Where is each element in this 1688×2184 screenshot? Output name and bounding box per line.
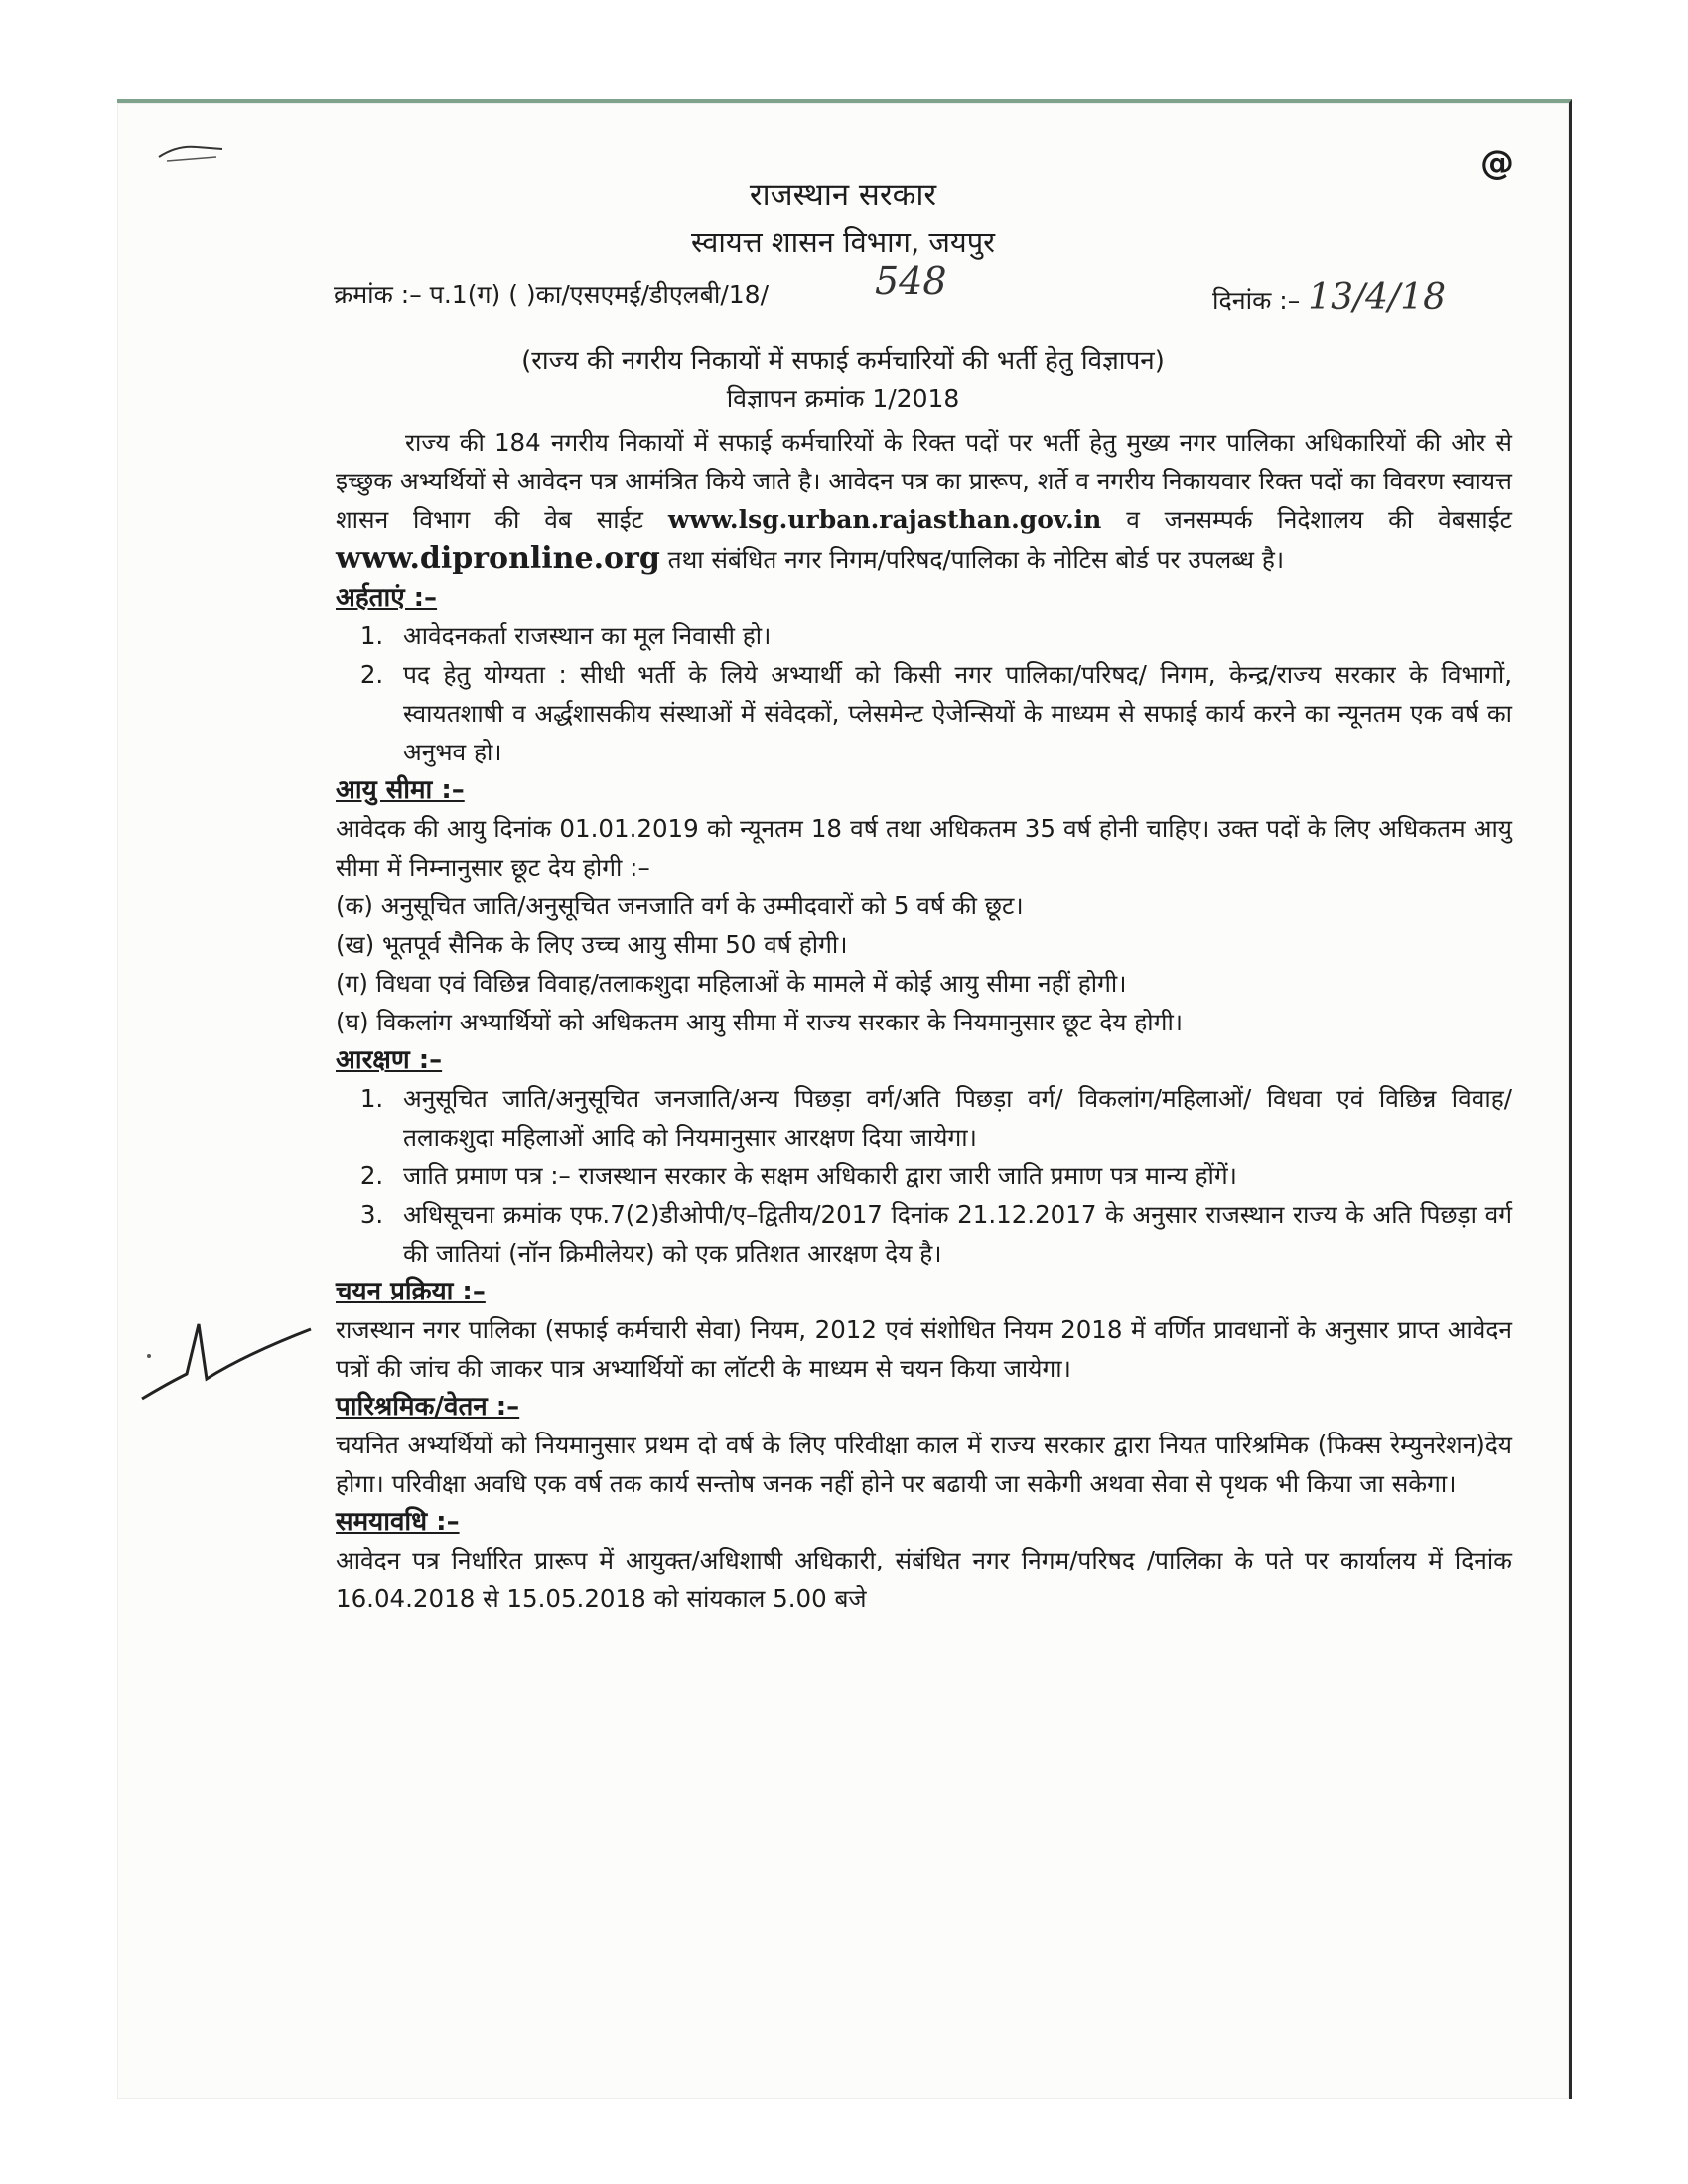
age-limit-heading: आयु सीमा :– [336,775,465,805]
department-name: स्वायत्त शासन विभाग, जयपुर [690,225,996,259]
relaxation-item: (क) अनुसूचित जाति/अनुसूचित जनजाति वर्ग के उम्मीदवारों को 5 वर्ष की छूट। [336,891,1024,920]
handwritten-signature [137,1304,316,1414]
list-item: 2. पद हेतु योग्यता : सीधी भर्ती के लिये अभ्यार्थी को किसी नगर पालिका/परिषद/ निगम, केन्द्र/राज्य सरकार के विभागों, स्वायतशाषी व अर्द्धशासकीय संस्थाओं में संवेदकों, प्लेसमेन्ट ऐजेन्सियों के माध्यम से सफाई कार्य करने का न्यूनतम एक वर्ष का अनुभव हो। [391,655,1512,771]
document-page [117,99,1572,2099]
handwritten-mark [157,135,226,165]
list-item: 1. अनुसूचित जाति/अनुसूचित जनजाति/अन्य पिछड़ा वर्ग/अति पिछड़ा वर्ग/ विकलांग/महिलाओं/ विधवा एवं विछिन्न विवाह/तलाकशुदा महिलाओं आदि को नियमानुसार आरक्षण दिया जायेगा। [391,1079,1512,1157]
selection-text: राजस्थान नगर पालिका (सफाई कर्मचारी सेवा) नियम, 2012 एवं संशोधित नियम 2018 में वर्णित प्रावधानों के अनुसार प्राप्त आवेदन पत्रों की जांच की जाकर पात्र अभ्यार्थियों का लॉटरी के माध्यम से चयन किया जायेगा। [336,1315,1512,1383]
list-item: 2. जाति प्रमाण पत्र :– राजस्थान सरकार के सक्षम अधिकारी द्वारा जारी जाति प्रमाण पत्र मान्य होंगें। [391,1157,1512,1195]
age-limit-text: आवेदक की आयु दिनांक 01.01.2019 को न्यूनतम 18 वर्ष तथा अधिकतम 35 वर्ष होनी चाहिए। उक्त पदों के लिए अधिकतम आयु सीमा में निम्नानुसार छूट देय होगी :– [336,814,1512,882]
advertisement-number: विज्ञापन क्रमांक 1/2018 [726,384,960,413]
salary-text: चयनित अभ्यर्थियों को नियमानुसार प्रथम दो वर्ष के लिए परिवीक्षा काल में राज्य सरकार द्वारा नियत पारिश्रमिक (फिक्स रेम्युनरेशन)देय होगा। परिवीक्षा अवधि एक वर्ष तक कार्य सन्तोष जनक नहीं होने पर बढायी जा सकेगी अथवा सेवा से पृथक भी किया जा सकेगा। [336,1431,1512,1498]
selection-heading: चयन प्रक्रिया :– [336,1277,486,1306]
relaxation-item: (ख) भूतपूर्व सैनिक के लिए उच्च आयु सीमा 50 वर्ष होगी। [336,930,848,959]
handwritten-date: 13/4/18 [1308,277,1446,318]
deadline-text: आवेदन पत्र निर्धारित प्रारूप में आयुक्त/अधिशाषी अधिकारी, संबंधित नगर निगम/परिषद /पालिका के पते पर कार्यालय में दिनांक 16.04.2018 से 15.05.2018 को सांयकाल 5.00 बजे [336,1546,1512,1613]
date-label: दिनांक :– [1212,286,1301,315]
dipr-website-link[interactable]: www.dipronline.org [336,541,660,576]
lsg-website-link[interactable]: www.lsg.urban.rajasthan.gov.in [667,505,1102,534]
intro-text-2: व जनसम्पर्क निदेशालय की वेबसाईट [1126,505,1512,534]
reservation-list [336,1079,1512,1273]
corner-mark: @ [1480,143,1514,183]
list-item: 1. आवेदनकर्ता राजस्थान का मूल निवासी हो। [391,616,1512,655]
intro-text-3: तथा संबंधित नगर निगम/परिषद/पालिका के नोटिस बोर्ड पर उपलब्ध है। [667,545,1285,574]
reservation-heading: आरक्षण :– [336,1045,443,1075]
list-item: 3. अधिसूचना क्रमांक एफ.7(2)डीओपी/ए–द्वितीय/2017 दिनांक 21.12.2017 के अनुसार राजस्थान राज्य के अति पिछड़ा वर्ग की जातियां (नॉन क्रिमीलेयर) को एक प्रतिशत आरक्षण देय है। [391,1195,1512,1273]
government-name: राजस्थान सरकार [749,177,937,212]
relaxation-item: (घ) विकलांग अभ्यार्थियों को अधिकतम आयु सीमा में राज्य सरकार के नियमानुसार छूट देय होगी। [336,1008,1184,1036]
reference-number: क्रमांक :– प.1(ग) ( )का/एसएमई/डीएलबी/18/ [334,280,770,309]
deadline-heading: समयावधि :– [336,1507,460,1537]
intro-paragraph [336,423,1512,579]
intro-text-1: राज्य की 184 नगरीय निकायों में सफाई कर्मचारियों के रिक्त पदों पर भर्ती हेतु मुख्य नगर पालिका अधिकारियों की ओर से इच्छुक अभ्यर्थियों से आवेदन पत्र आमंत्रित किये जाते है। आवेदन पत्र का प्रारूप, शर्ते व नगरीय निकायवार रिक्त पदों का विवरण स्वायत्त शासन विभाग की वेब साईट [336,428,1512,534]
advertisement-title: (राज्य की नगरीय निकायों में सफाई कर्मचारियों की भर्ती हेतु विज्ञापन) [521,346,1165,376]
reference-date [1212,277,1446,318]
eligibility-heading: अर्हताएं :– [336,583,438,613]
document-body [336,423,1512,1618]
relaxation-item: (ग) विधवा एवं विछिन्न विवाह/तलाकशुदा महिलाओं के मामले में कोई आयु सीमा नहीं होगी। [336,969,1127,998]
salary-heading: पारिश्रमिक/वेतन :– [336,1392,520,1422]
eligibility-list [336,616,1512,771]
handwritten-dispatch-number: 548 [875,259,947,303]
